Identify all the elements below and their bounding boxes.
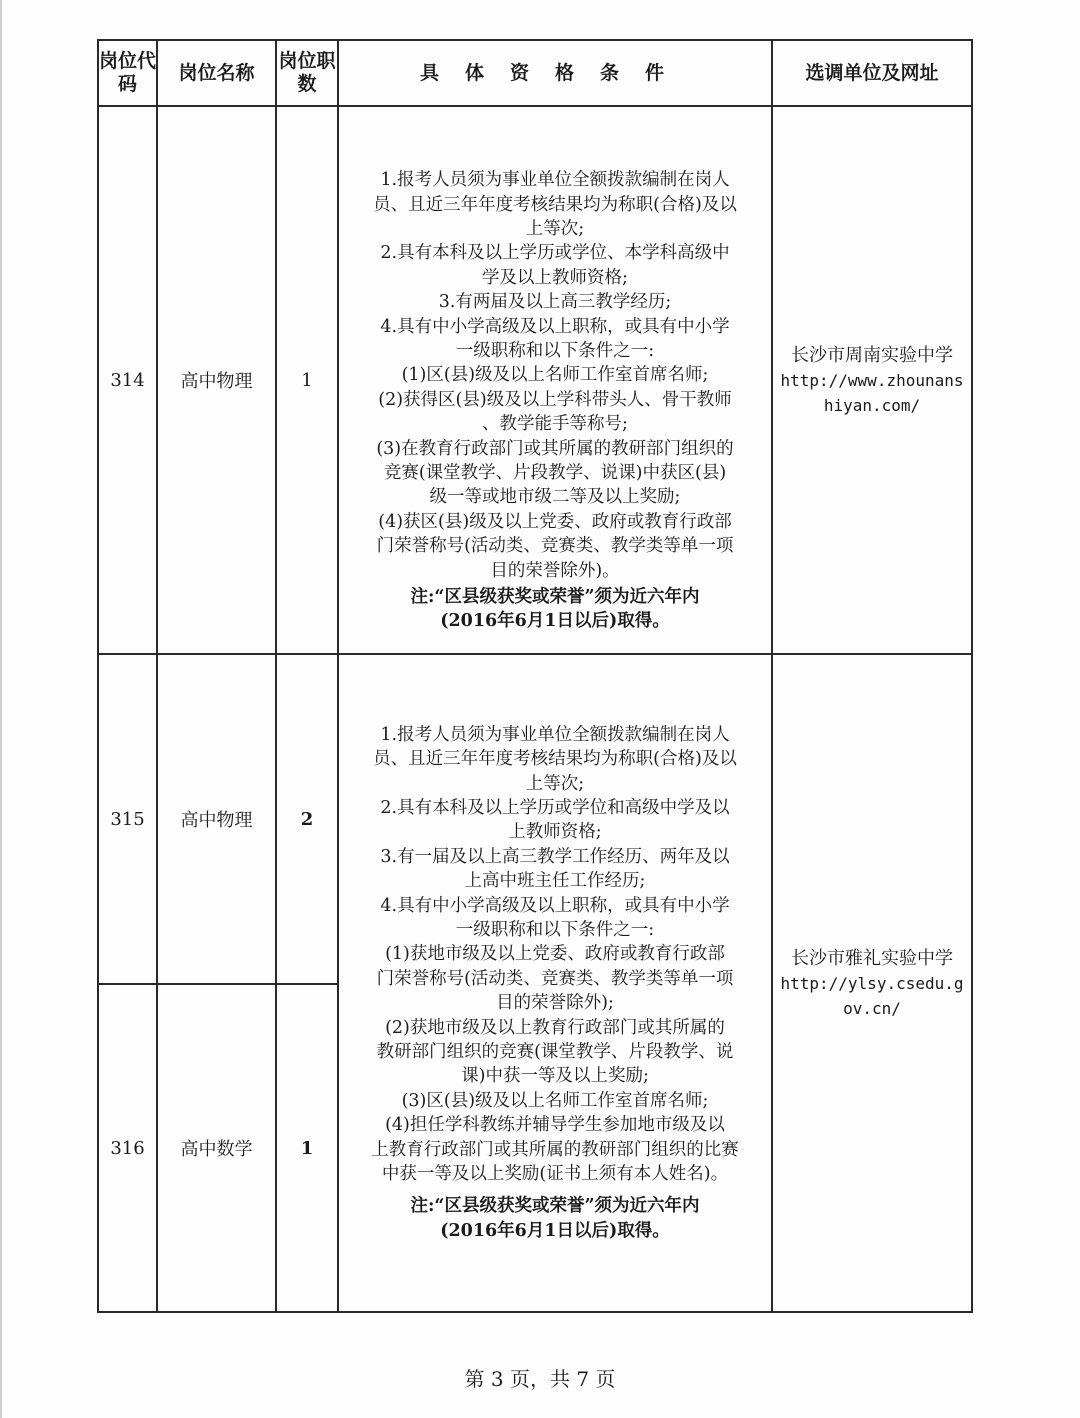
- cell-position-code: 314: [98, 106, 157, 654]
- condition-line: 4.具有中小学高级及以上职称，或具有中小学: [380, 895, 730, 916]
- condition-line: 上教育行政部门或其所属的教研部门组织的比赛: [371, 1139, 739, 1160]
- condition-line: 课)中获一等及以上奖励;: [461, 1066, 649, 1087]
- unit-url: http://ylsy.csedu.gov.cn/: [780, 973, 964, 1018]
- condition-line: (4)获区(县)级及以上党委、政府或教育行政部: [378, 511, 732, 532]
- condition-line: 员、且近三年年度考核结果均为称职(合格)及以: [373, 194, 737, 215]
- condition-line: 1.报考人员须为事业单位全额拨款编制在岗人: [380, 170, 730, 191]
- header-position-count: 岗位职数: [276, 40, 338, 106]
- condition-line: 目的荣誉除外);: [496, 993, 614, 1014]
- condition-line: 上等次;: [525, 218, 585, 239]
- condition-line: (2)获地市级及以上教育行政部门或其所属的: [385, 1017, 725, 1038]
- condition-line: (2016年6月1日以后)取得。: [440, 611, 670, 632]
- header-position-code: 岗位代码: [98, 40, 157, 106]
- cell-position-name: 高中数学: [157, 984, 276, 1312]
- condition-line: (2)获得区(县)级及以上学科带头人、骨干教师: [378, 389, 732, 410]
- condition-line: 2.具有本科及以上学历或学位和高级中学及以: [380, 797, 730, 818]
- condition-line: 门荣誉称号(活动类、竞赛类、教学类等单一项: [376, 968, 734, 989]
- cell-position-count: 1: [276, 106, 338, 654]
- condition-line: 注:“区县级获奖或荣誉”须为近六年内: [410, 1196, 700, 1217]
- cell-position-code: 315: [98, 654, 157, 984]
- header-unit-url: 选调单位及网址: [772, 40, 972, 106]
- cell-position-code: 316: [98, 984, 157, 1312]
- unit-url: http://www.zhounanshiyan.com/: [780, 370, 964, 415]
- page-number: 第 3 页，共 7 页: [464, 1367, 616, 1391]
- condition-line: 1.报考人员须为事业单位全额拨款编制在岗人: [380, 724, 730, 745]
- table-row: [98, 654, 972, 984]
- cell-conditions: [338, 654, 772, 1312]
- condition-line: (3)区(县)级及以上名师工作室首席名师;: [401, 1090, 709, 1111]
- condition-line: 竞赛(课堂教学、片段教学、说课)中获区(县): [383, 463, 727, 484]
- condition-line: 上等次;: [525, 773, 585, 794]
- condition-line: 门荣誉称号(活动类、竞赛类、教学类等单一项: [376, 536, 734, 557]
- unit-name: 长沙市周南实验中学: [791, 344, 953, 366]
- condition-line: (1)区(县)级及以上名师工作室首席名师;: [401, 365, 709, 386]
- conditions-text-315-316: [339, 723, 771, 1244]
- condition-line: 中获一等及以上奖励(证书上须有本人姓名)。: [381, 1164, 729, 1185]
- cell-position-count: 2: [276, 654, 338, 984]
- cell-position-count: 1: [276, 984, 338, 1312]
- condition-line: 学及以上教师资格;: [482, 267, 628, 288]
- condition-line: 一级职称和以下条件之一:: [455, 919, 655, 940]
- condition-line: 4.具有中小学高级及以上职称，或具有中小学: [380, 316, 730, 337]
- condition-line: 3.有一届及以上高三教学工作经历、两年及以: [380, 846, 730, 867]
- condition-line: 员、且近三年年度考核结果均为称职(合格)及以: [373, 749, 737, 770]
- condition-line: (3)在教育行政部门或其所属的教研部门组织的: [376, 438, 734, 459]
- condition-line: (4)担任学科教练并辅导学生参加地市级及以: [385, 1115, 725, 1136]
- condition-line: 一级职称和以下条件之一:: [455, 340, 655, 361]
- page-left-edge: [0, 0, 2, 1418]
- cell-conditions: [338, 106, 772, 654]
- cell-unit: [772, 654, 972, 1312]
- table-row: [98, 106, 972, 654]
- header-position-name: 岗位名称: [157, 40, 276, 106]
- position-table: [97, 39, 973, 1313]
- condition-line: 教研部门组织的竞赛(课堂教学、片段教学、说: [376, 1042, 734, 1063]
- cell-position-name: 高中物理: [157, 654, 276, 984]
- unit-name: 长沙市雅礼实验中学: [791, 947, 953, 969]
- condition-line: (2016年6月1日以后)取得。: [440, 1220, 670, 1241]
- condition-line: 3.有两届及以上高三教学经历;: [438, 292, 672, 313]
- condition-line: 上高中班主任工作经历;: [464, 871, 646, 892]
- condition-line: 上教师资格;: [508, 822, 602, 843]
- cell-unit: [772, 106, 972, 654]
- condition-line: (1)获地市级及以上党委、政府或教育行政部: [385, 944, 725, 965]
- header-conditions: 具体资格条件: [338, 40, 772, 106]
- condition-line: 目的荣誉除外)。: [490, 560, 620, 581]
- cell-position-name: 高中物理: [157, 106, 276, 654]
- condition-line: 2.具有本科及以上学历或学位、本学科高级中: [380, 243, 730, 264]
- table-header-row: [98, 40, 972, 106]
- conditions-text-314: [339, 168, 771, 634]
- condition-line: 级一等或地市级二等及以上奖励;: [429, 487, 681, 508]
- condition-line: 、教学能手等称号;: [482, 414, 628, 435]
- condition-line: 注:“区县级获奖或荣誉”须为近六年内: [410, 587, 700, 608]
